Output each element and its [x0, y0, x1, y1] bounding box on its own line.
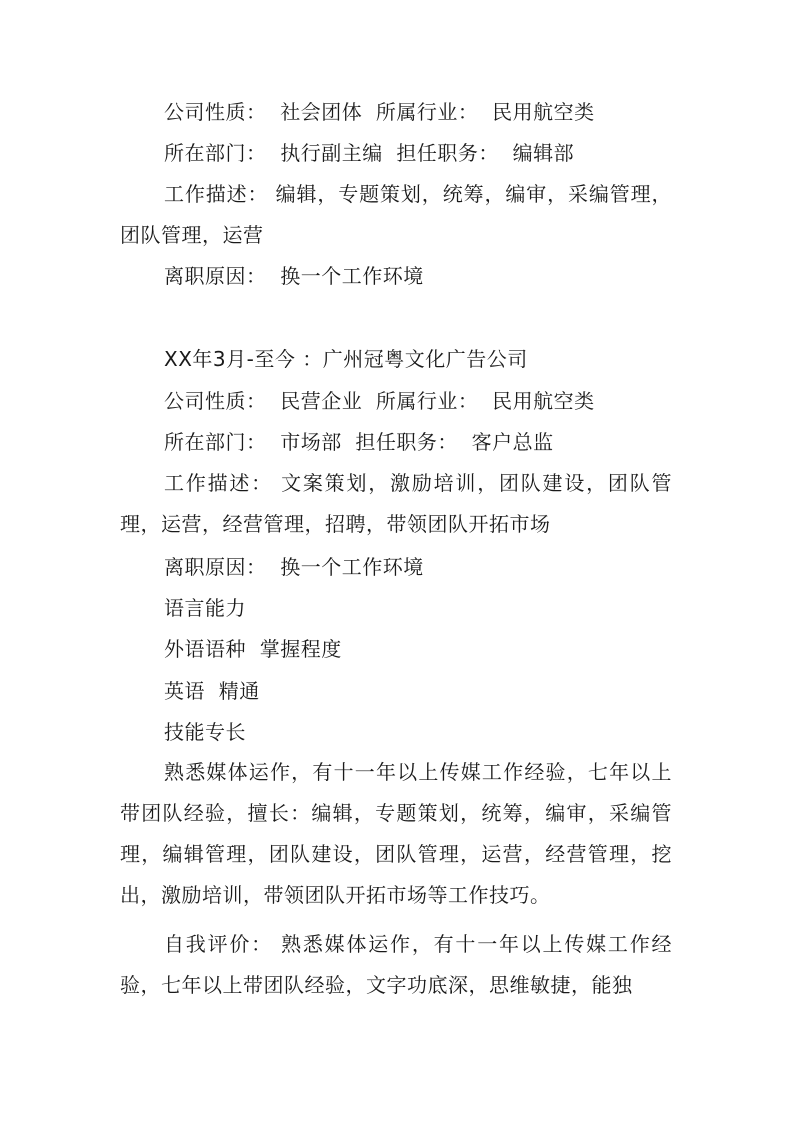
job2-department: 所在部门： 市场部 担任职务： 客户总监 [164, 430, 554, 454]
language-columns: 外语语种 掌握程度 [164, 637, 342, 661]
self-evaluation-text: 自我评价： 熟悉媒体运作，有十一年以上传媒工作经验，七年以上带团队经验，文字功底深，思维敏捷，能独 [120, 932, 672, 997]
language-heading: 语言能力 [164, 596, 246, 620]
job1-leave-reason: 离职原因： 换一个工作环境 [164, 264, 424, 288]
job2-description: 工作描述： 文案策划，激励培训，团队建设，团队管理，运营，经营管理，招聘，带领团队开拓市场 [120, 471, 672, 536]
job2-company-nature: 公司性质： 民营企业 所属行业： 民用航空类 [164, 389, 595, 413]
skills-heading: 技能专长 [164, 720, 246, 744]
job2-period-company: XX年3月-至今 ：广州冠粤文化广告公司 [164, 347, 528, 371]
job1-description: 工作描述： 编辑，专题策划，统筹，编审，采编管理，团队管理，运营 [120, 182, 672, 247]
job2-leave-reason: 离职原因： 换一个工作环境 [164, 555, 424, 579]
job1-department: 所在部门： 执行副主编 担任职务： 编辑部 [164, 141, 575, 165]
skills-text: 熟悉媒体运作，有十一年以上传媒工作经验，七年以上带团队经验，擅长：编辑，专题策划，统筹，编审，采编管理，编辑管理，团队建设，团队管理，运营，经营管理，挖出，激励培训，带领团队开拓市场等工作技巧。 [120, 760, 672, 907]
job1-company-nature: 公司性质： 社会团体 所属行业： 民用航空类 [164, 100, 595, 124]
language-row: 英语 精通 [164, 679, 260, 703]
